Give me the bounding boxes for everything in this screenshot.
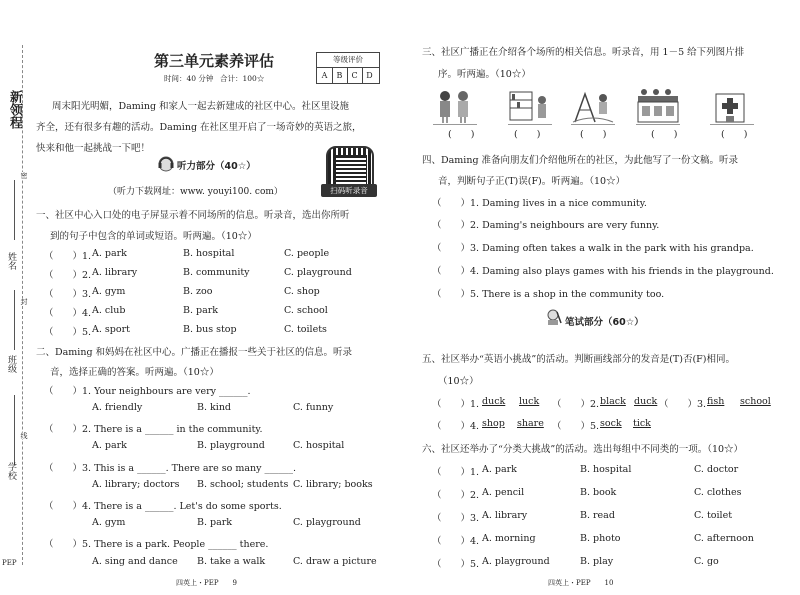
q6-3-no[interactable]: （ ）3. (432, 513, 480, 524)
q3-blank-2[interactable]: ( ) (514, 129, 541, 140)
q5-2-word2: duck (634, 396, 658, 407)
q5-3-word1: fish (707, 396, 725, 407)
q5-1-word1: duck (482, 396, 506, 407)
class-label: 班级 (6, 355, 16, 373)
q2-5-a: A. sing and dance (92, 556, 178, 567)
q2-1-question: （ ）1. Your neighbours are very ______. (44, 386, 251, 397)
q6-2-no[interactable]: （ ）2. (432, 490, 480, 501)
q6-1-c: C. doctor (694, 464, 739, 475)
q1-5-b: B. bus stop (183, 324, 237, 335)
intro-line-3: 快来和他一起挑战一下吧！ (36, 143, 151, 154)
headphone-kid-icon (157, 155, 175, 173)
picture-people (433, 88, 477, 125)
q4-instruction-1: 四、Daming 准备向朋友们介绍他所在的社区，为此他写了一份文稿。听录 (422, 155, 739, 166)
q1-instruction-1: 一、社区中心入口处的电子屏显示着不同场所的信息。听录音，选出你所听 (36, 210, 350, 221)
q2-3-a: A. library; doctors (92, 479, 180, 490)
q2-2-a: A. park (92, 440, 127, 451)
seal-char-2: 封 (20, 298, 28, 305)
q6-3-b: B. read (580, 510, 615, 521)
seal-dashed-line (22, 45, 23, 565)
q4-item-5: （ ）5. There is a shop in the community too. (432, 289, 665, 300)
q6-5-b: B. play (580, 556, 614, 567)
q1-2-c: C. playground (284, 267, 352, 278)
q3-blank-1[interactable]: ( ) (448, 129, 475, 140)
q6-2-c: C. clothes (694, 487, 742, 498)
q6-instruction: 六、社区还举办了“分类大挑战”的活动。选出每组中不同类的一项。（10☆） (422, 444, 744, 455)
q4-item-3: （ ）3. Daming often takes a walk in the park with his grandpa. (432, 243, 754, 254)
grade-title: 等级评价 (317, 53, 379, 68)
q1-instruction-2: 到的句子中包含的单词或短语。听两遍。（10☆） (50, 231, 257, 242)
q2-4-a: A. gym (92, 517, 126, 528)
q1-1-c: C. people (284, 248, 330, 259)
q2-1-a: A. friendly (92, 402, 143, 413)
binding-margin (0, 0, 30, 595)
name-label: 姓名 (6, 252, 16, 270)
q6-3-a: A. library (482, 510, 528, 521)
q2-5-question: （ ）5. There is a park. People ______ there. (44, 539, 269, 550)
q4-item-4: （ ）4. Daming also plays games with his friends in the playground. (432, 266, 774, 277)
writing-kid-icon (544, 308, 562, 326)
q4-item-2: （ ）2. Daming's neighbours are very funny. (432, 220, 660, 231)
q1-5-no[interactable]: （ ）5. (44, 327, 92, 338)
q5-1-paren[interactable]: （ ）1. (432, 399, 480, 410)
q2-4-question: （ ）4. There is a ______. Let's do some sports. (44, 501, 282, 512)
footer-right: 四英上・PEP 10 (548, 579, 614, 587)
q3-blank-3[interactable]: ( ) (580, 129, 607, 140)
q1-5-a: A. sport (92, 324, 130, 335)
q6-5-c: C. go (694, 556, 719, 567)
q2-2-question: （ ）2. There is a ______ in the community. (44, 424, 263, 435)
school-line (14, 395, 15, 465)
q5-2-word1: black (600, 396, 626, 407)
name-line (14, 180, 15, 240)
q3-blank-5[interactable]: ( ) (721, 129, 748, 140)
picture-playground (571, 88, 615, 125)
time-info: 时间：40 分钟 (164, 74, 214, 83)
q2-4-b: B. park (197, 517, 233, 528)
q6-3-c: C. toilet (694, 510, 733, 521)
q5-5-word1: sock (600, 418, 622, 429)
q3-instruction-1: 三、社区广播正在介绍各个场所的相关信息。听录音，用 1－5 给下列图片排 (422, 47, 745, 58)
q1-5-c: C. toilets (284, 324, 327, 335)
q6-4-b: B. photo (580, 533, 621, 544)
intro-line-1: 周末阳光明媚，Daming 和家人一起去新建成的社区中心。社区里设施 (52, 101, 350, 112)
seal-char-3: 线 (20, 432, 28, 439)
q2-1-b: B. kind (197, 402, 232, 413)
q5-3-word2: school (740, 396, 771, 407)
q2-instruction-1: 二、Daming 和妈妈在社区中心。广播正在播报一些关于社区的信息。听录 (36, 347, 353, 358)
q1-4-c: C. school (284, 305, 328, 316)
q2-2-c: C. hospital (293, 440, 345, 451)
page-title: 第三单元素养评估 (154, 52, 275, 70)
q3-blank-4[interactable]: ( ) (651, 129, 678, 140)
q6-4-c: C. afternoon (694, 533, 754, 544)
q6-2-b: B. book (580, 487, 617, 498)
q5-1-word2: luck (519, 396, 540, 407)
grade-d: D (366, 71, 373, 80)
q1-2-a: A. library (92, 267, 138, 278)
picture-hospital (710, 88, 754, 125)
q1-2-b: B. community (183, 267, 250, 278)
class-line (14, 290, 15, 350)
q2-4-c: C. playground (293, 517, 361, 528)
writing-title: 笔试部分（60☆） (565, 317, 644, 328)
intro-line-2: 齐全，还有很多有趣的活动。Daming 在社区里开启了一场奇妙的英语之旅， (36, 122, 362, 133)
q1-3-b: B. zoo (183, 286, 213, 297)
q2-1-c: C. funny (293, 402, 334, 413)
q1-1-no[interactable]: （ ）1. (44, 251, 92, 262)
q2-3-b: B. school; students (197, 479, 289, 490)
q2-instruction-2: 音，选择正确的答案。听两遍。（10☆） (50, 367, 219, 378)
q5-instruction-1: 五、社区举办“英语小挑战”的活动。判断画线部分的发音是(T)否(F)相同。 (422, 354, 735, 365)
q6-2-a: A. pencil (482, 487, 525, 498)
q1-3-no[interactable]: （ ）3. (44, 289, 92, 300)
grade-a: A (317, 68, 333, 83)
q6-5-no[interactable]: （ ）5. (432, 559, 480, 570)
q6-1-a: A. park (482, 464, 517, 475)
q6-4-no[interactable]: （ ）4. (432, 536, 480, 547)
seal-char-1: 密 (20, 172, 28, 179)
q2-5-c: C. draw a picture (293, 556, 377, 567)
q5-4-paren[interactable]: （ ）4. (432, 421, 480, 432)
q1-3-c: C. shop (284, 286, 320, 297)
grade-b: B (332, 68, 348, 83)
footer-left: 四英上・PEP 9 (176, 579, 237, 587)
brand-logo: 新领程 (7, 90, 22, 129)
edition-label: PEP (2, 559, 17, 567)
q4-instruction-2: 音，判断句子正(T)误(F)。听两遍。（10☆） (438, 176, 626, 187)
total-info: 合计：100☆ (220, 74, 265, 83)
q1-4-a: A. club (92, 305, 126, 316)
q5-5-word2: tick (633, 418, 651, 429)
q5-4-word2: share (517, 418, 544, 429)
q4-item-1: （ ）1. Daming lives in a nice community. (432, 198, 647, 209)
q2-3-c: C. library; books (293, 479, 373, 490)
q5-instruction-2: （10☆） (438, 376, 479, 387)
school-label: 学校 (6, 462, 16, 480)
q5-4-word1: shop (482, 418, 505, 429)
q6-5-a: A. playground (482, 556, 550, 567)
picture-shop (636, 88, 680, 125)
q5-3-paren[interactable]: （ ）3. (659, 399, 707, 410)
q5-2-paren[interactable]: （ ）2. (552, 399, 600, 410)
q1-2-no[interactable]: （ ）2. (44, 270, 92, 281)
grade-box (316, 52, 380, 84)
download-url: （听力下载网址：www. youyi100. com） (108, 187, 283, 197)
picture-library (508, 88, 552, 125)
q1-3-a: A. gym (92, 286, 126, 297)
q6-1-no[interactable]: （ ）1. (432, 467, 480, 478)
q3-instruction-2: 序。听两遍。（10☆） (438, 69, 531, 80)
q1-1-b: B. hospital (183, 248, 235, 259)
q6-1-b: B. hospital (580, 464, 632, 475)
listening-title: 听力部分（40☆） (177, 161, 256, 172)
q5-5-paren[interactable]: （ ）5. (552, 421, 600, 432)
q2-5-b: B. take a walk (197, 556, 266, 567)
q1-1-a: A. park (92, 248, 127, 259)
grade-c: C (347, 68, 363, 83)
q6-4-a: A. morning (482, 533, 536, 544)
qr-label: 扫码听录音 (321, 184, 377, 197)
q1-4-no[interactable]: （ ）4. (44, 308, 92, 319)
q2-3-question: （ ）3. This is a ______. There are so many ______. (44, 463, 297, 474)
q1-4-b: B. park (183, 305, 219, 316)
q2-2-b: B. playground (197, 440, 265, 451)
